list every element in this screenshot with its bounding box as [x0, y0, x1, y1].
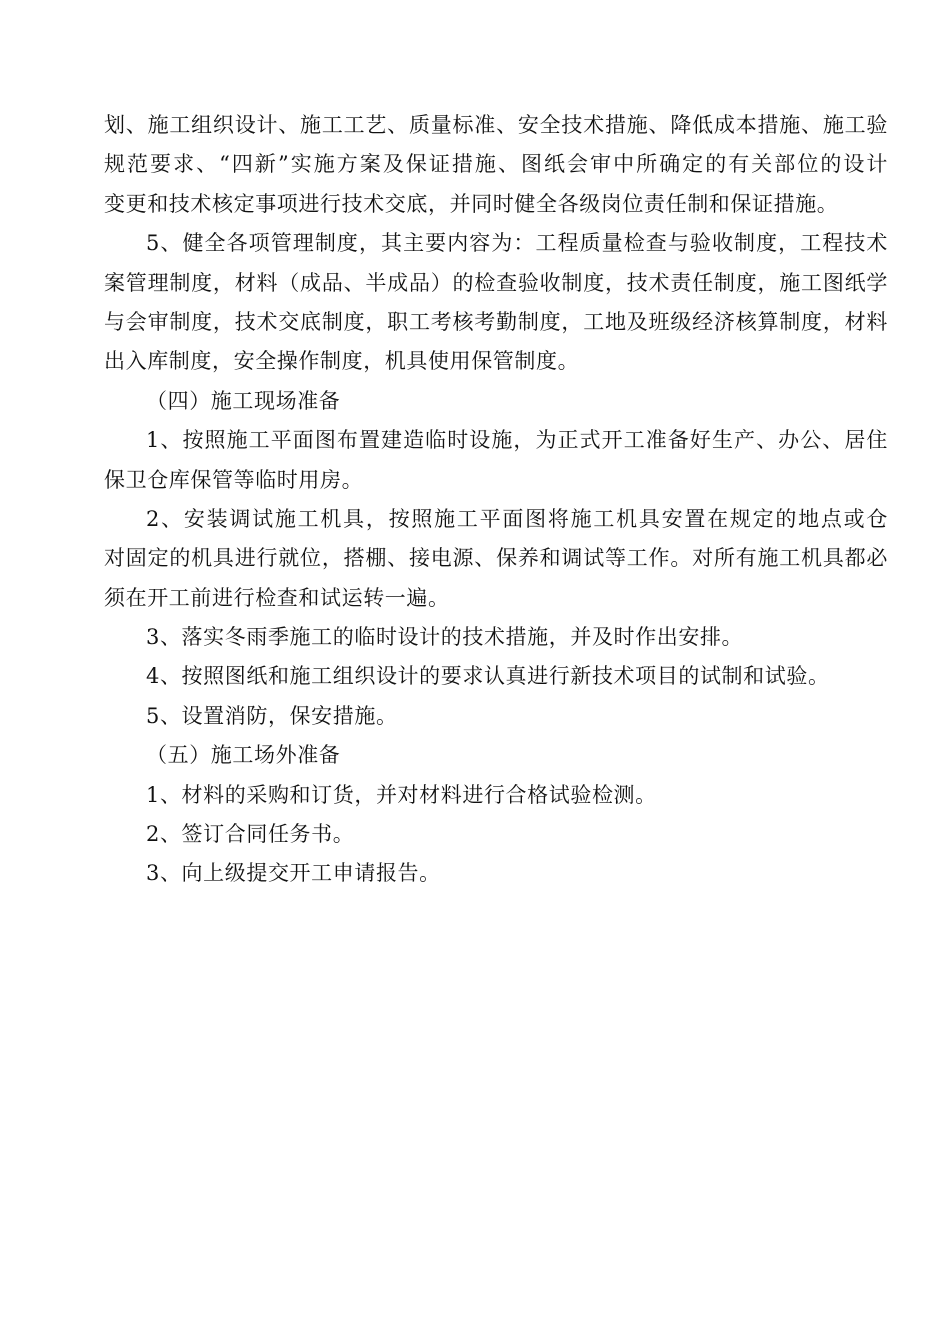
paragraph-line: 1、按照施工平面图布置建造临时设施，为正式开工准备好生产、办公、居住 [146, 428, 888, 453]
paragraph-line: 2、签订合同任务书。 [146, 822, 355, 847]
paragraph-line: 规范要求、“四新”实施方案及保证措施、图纸会审中所确定的有关部位的设计 [104, 152, 888, 177]
paragraph-line: 与会审制度，技术交底制度，职工考核考勤制度，工地及班级经济核算制度，材料 [104, 309, 888, 334]
paragraph-line: 变更和技术核定事项进行技术交底，并同时健全各级岗位责任制和保证措施。 [104, 191, 839, 216]
document-body [104, 106, 888, 894]
paragraph-line: 案管理制度，材料（成品、半成品）的检查验收制度，技术责任制度，施工图纸学 [104, 270, 888, 295]
paragraph-line: 须在开工前进行检查和试运转一遍。 [104, 585, 450, 610]
paragraph-line: 3、向上级提交开工申请报告。 [146, 861, 441, 886]
section-heading: （四）施工现场准备 [146, 388, 341, 413]
paragraph-line: 对固定的机具进行就位，搭棚、接电源、保养和调试等工作。对所有施工机具都必 [104, 546, 888, 571]
section-heading: （五）施工场外准备 [146, 743, 341, 768]
paragraph-line: 5、健全各项管理制度，其主要内容为：工程质量检查与验收制度，工程技术 [146, 231, 888, 256]
paragraph-line: 划、施工组织设计、施工工艺、质量标准、安全技术措施、降低成本措施、施工验 [104, 113, 888, 137]
paragraph-line: 保卫仓库保管等临时用房。 [104, 467, 364, 492]
paragraph-line: 1、材料的采购和订货，并对材料进行合格试验检测。 [146, 782, 657, 807]
paragraph-line: 2、安装调试施工机具，按照施工平面图将施工机具安置在规定的地点或仓 [146, 506, 888, 531]
paragraph-line: 出入库制度，安全操作制度，机具使用保管制度。 [104, 349, 580, 374]
paragraph-line: 3、落实冬雨季施工的临时设计的技术措施，并及时作出安排。 [146, 625, 744, 650]
paragraph-line: 4、按照图纸和施工组织设计的要求认真进行新技术项目的试制和试验。 [146, 664, 830, 689]
paragraph-line: 5、设置消防，保安措施。 [146, 703, 398, 728]
